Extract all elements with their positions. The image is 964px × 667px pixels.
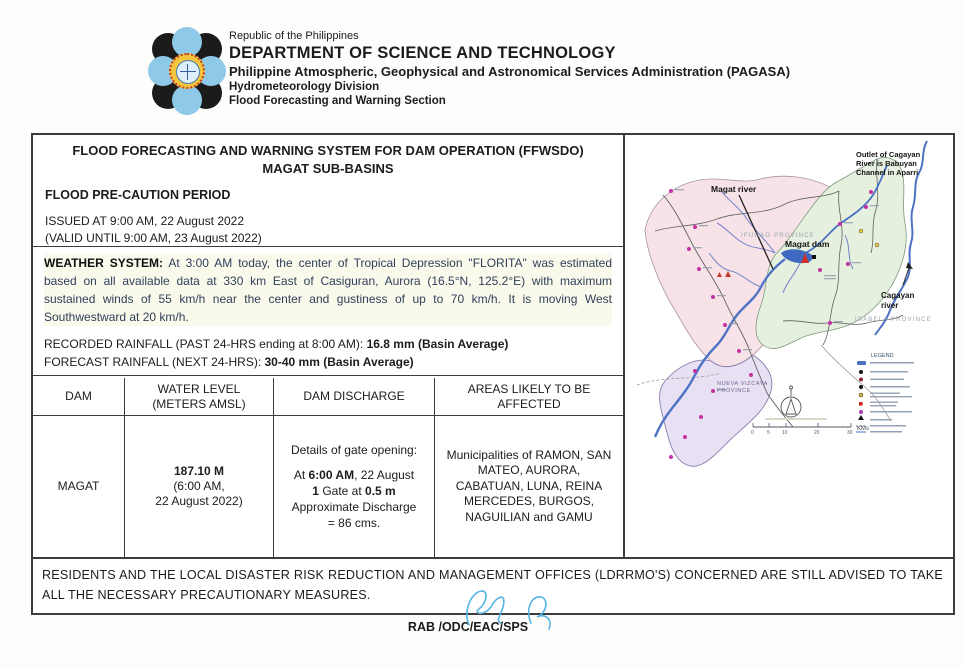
scale-bar bbox=[751, 418, 869, 436]
signature-scribble bbox=[455, 583, 575, 633]
water-level-header-line2: (METERS AMSL) bbox=[152, 396, 246, 411]
label-outlet-line3: Channel in Aparri bbox=[856, 168, 919, 177]
label-outlet-line1: Outlet of Cagayan bbox=[856, 150, 921, 159]
gate-opening-intro: Details of gate opening: bbox=[290, 442, 418, 457]
legend-marker-dam bbox=[858, 415, 864, 420]
section-line: Flood Forecasting and Warning Section bbox=[229, 95, 446, 107]
scale-caption-mark bbox=[765, 418, 827, 420]
basin-map-panel bbox=[625, 135, 953, 557]
bulletin-text-column bbox=[33, 135, 625, 557]
recorded-rainfall-value: 16.8 mm (Basin Average) bbox=[366, 337, 509, 351]
label-nueva-vizcaya-2: PROVINCE bbox=[717, 388, 752, 394]
magat-basin-map bbox=[625, 135, 953, 557]
gate-at: At bbox=[293, 467, 309, 482]
water-level-date: 22 August 2022) bbox=[155, 494, 243, 508]
gate-mid: Gate at bbox=[318, 483, 366, 498]
gate-opening-size-line bbox=[312, 483, 395, 499]
forecast-rainfall-line bbox=[44, 353, 612, 371]
recorded-rainfall-line bbox=[44, 335, 612, 353]
logo-petal bbox=[172, 85, 202, 115]
gate-count: 1 bbox=[312, 483, 319, 498]
legend-marker-rainfall bbox=[859, 410, 863, 414]
legend-label-marks bbox=[870, 362, 914, 433]
pagasa-seal bbox=[169, 53, 205, 89]
discharge-value: = 86 cms. bbox=[327, 516, 381, 531]
column-header-discharge: DAM DISCHARGE bbox=[274, 378, 435, 415]
areas-affected-text: Municipalities of RAMON, SAN MATEO, AURORA, CABATUAN, LUNA, REINA MERCEDES, BURGOS, NAGUILIAN and GAMU bbox=[446, 447, 612, 524]
weather-section bbox=[33, 247, 623, 376]
weather-system-paragraph bbox=[44, 254, 612, 326]
legend-marker-gage bbox=[859, 385, 863, 389]
forecast-rainfall-value: 30-40 mm (Basin Average) bbox=[264, 355, 414, 369]
legend-marker-lake bbox=[857, 361, 866, 365]
weather-system-text: At 3:00 AM today, the center of Tropical Depression "FLORITA" was estimated based on all available data at 330 km East of Casiguran, Aurora (16.5°N, 125.2°E) with maximum sustained winds of 55 km/h near the center and gustiness of up to 70 km/h. It is moving West Southwestward at 20 km/h. bbox=[44, 256, 612, 324]
letterhead bbox=[229, 31, 790, 108]
gate-date: , 22 August bbox=[354, 467, 415, 482]
column-header-dam: DAM bbox=[33, 378, 125, 415]
bulletin-title-line2: MAGAT SUB-BASINS bbox=[262, 160, 394, 176]
column-header-areas bbox=[435, 378, 623, 415]
scale-tick-20: 20 bbox=[814, 430, 820, 436]
label-outlet-line2: River is Babuyan bbox=[856, 159, 917, 168]
cell-areas-affected bbox=[435, 415, 623, 557]
pagasa-seal-inner bbox=[176, 60, 200, 84]
label-nueva-vizcaya-1: NUEVA VIZCAYA bbox=[717, 381, 769, 387]
dost-pagasa-logo bbox=[148, 25, 226, 117]
approximate-discharge-line: Approximate Discharge bbox=[291, 500, 417, 515]
bulletin-frame bbox=[31, 133, 955, 615]
areas-header-line1: AREAS LIKELY TO BE bbox=[467, 381, 591, 396]
legend-title: LEGEND bbox=[871, 353, 894, 359]
legend-marker-office bbox=[859, 370, 863, 374]
legend-marker-warning bbox=[859, 402, 863, 406]
basin-region-south bbox=[660, 355, 772, 466]
bulletin-title-line1: FLOOD FORECASTING AND WARNING SYSTEM FOR DAM OPERATION (FFWSDO) bbox=[72, 143, 584, 158]
scale-tick-30: 30 bbox=[847, 430, 853, 436]
agency-line: Philippine Atmospheric, Geophysical and Astronomical Services Administration (PAGASA) bbox=[229, 63, 791, 79]
column-header-water-level bbox=[125, 378, 274, 415]
dam-office-marker bbox=[812, 255, 816, 259]
recorded-rainfall-label: RECORDED RAINFALL (PAST 24-HRS ending at 8:00 AM): bbox=[44, 337, 367, 351]
label-cagayan-line2: river bbox=[881, 301, 899, 310]
gate-opening-value: 0.5 m bbox=[365, 483, 396, 498]
scale-tick-10: 10 bbox=[782, 430, 788, 436]
footer-initials: RAB /ODC/EAC/SPS bbox=[407, 620, 529, 634]
weather-system-label: WEATHER SYSTEM: bbox=[44, 256, 164, 270]
division-line: Hydrometeorology Division bbox=[229, 80, 380, 93]
water-level-time: (6:00 AM, bbox=[173, 479, 225, 493]
label-magat-river: Magat river bbox=[711, 184, 757, 194]
gate-opening-time-line bbox=[294, 467, 414, 483]
valid-until: (VALID UNTIL 9:00 AM, 23 August 2022) bbox=[45, 230, 262, 245]
title-section bbox=[33, 135, 623, 247]
advisory-text: RESIDENTS AND THE LOCAL DISASTER RISK REDUCTION AND MANAGEMENT OFFICES (LDRRMO'S) CONCERNED ARE STILL ADVISED TO TAKE ALL THE NECESSARY PRECAUTIONARY MEASURES. bbox=[42, 568, 943, 602]
areas-header-line2: AFFECTED bbox=[497, 396, 561, 411]
water-level-value: 187.10 M bbox=[173, 464, 225, 478]
label-isabela-province: ISABELA PROVINCE bbox=[855, 317, 932, 323]
flood-status: FLOOD PRE-CAUTION PERIOD bbox=[45, 188, 231, 203]
scale-unit: KMs bbox=[857, 426, 869, 432]
scale-tick-0: 0 bbox=[751, 430, 754, 436]
cell-dam-name: MAGAT bbox=[33, 415, 125, 557]
compass-rose bbox=[781, 386, 801, 417]
issued-at: ISSUED AT 9:00 AM, 22 August 2022 bbox=[45, 214, 245, 229]
cell-water-level bbox=[125, 415, 274, 557]
legend-marker-repeater bbox=[859, 378, 863, 382]
forecast-rainfall-label: FORECAST RAINFALL (NEXT 24-HRS): bbox=[44, 355, 265, 369]
department-line: DEPARTMENT OF SCIENCE AND TECHNOLOGY bbox=[229, 44, 616, 62]
water-level-header-line1: WATER LEVEL bbox=[157, 381, 241, 396]
label-cagayan-line1: Cagayan bbox=[881, 291, 915, 300]
cell-dam-discharge bbox=[274, 415, 435, 557]
dam-status-table bbox=[33, 378, 623, 557]
republic-line: Republic of the Philippines bbox=[229, 30, 359, 42]
gate-time: 6:00 AM bbox=[308, 467, 355, 482]
label-magat-dam: Magat dam bbox=[785, 239, 830, 249]
scale-tick-5: 5 bbox=[767, 430, 770, 436]
label-ifugao-province: IFUGAO PROVINCE bbox=[741, 233, 816, 239]
legend-marker-gauging bbox=[859, 393, 863, 397]
map-legend bbox=[856, 353, 914, 433]
